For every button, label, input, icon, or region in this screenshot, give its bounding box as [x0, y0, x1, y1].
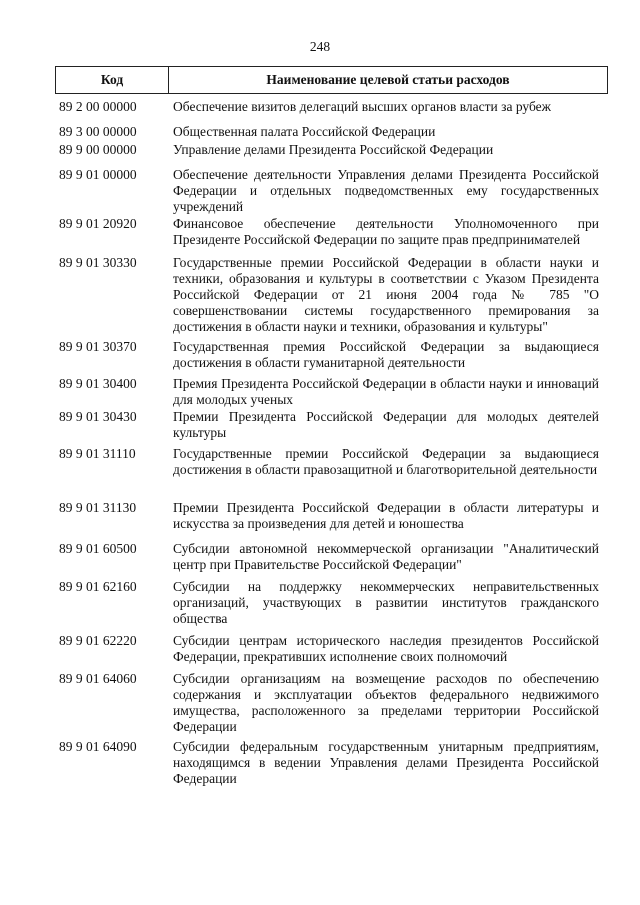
row-name: Премии Президента Российской Федерации в области литературы и искусства за произведения для детей и юношества: [173, 500, 599, 531]
row-name: Обеспечение деятельности Управления делами Президента Российской Федерации и отдельных подведомственных ему государственных учреждений: [173, 167, 599, 214]
row-code: 89 9 00 00000: [59, 142, 137, 157]
row-name: Премии Президента Российской Федерации для молодых деятелей культуры: [173, 409, 599, 440]
row-code: 89 2 00 00000: [59, 99, 137, 114]
row-code: 89 9 01 64060: [59, 671, 137, 686]
page-number: 248: [309, 39, 331, 54]
row-name: Субсидии организациям на возмещение расходов по обеспечению содержания и эксплуатации объектов федерального недвижимого имущества, расположенного за пределами территории Российской Федерации: [173, 671, 599, 734]
row-code: 89 9 01 60500: [59, 541, 137, 556]
row-name: Премия Президента Российской Федерации в области науки и инноваций для молодых ученых: [173, 376, 599, 407]
row-name: Государственная премия Российской Федерации за выдающиеся достижения в области гуманитарной деятельности: [173, 339, 599, 370]
row-code: 89 3 00 00000: [59, 124, 137, 139]
row-name: Субсидии автономной некоммерческой организации "Аналитический центр при Правительстве Российской Федерации": [173, 541, 599, 572]
row-name: Государственные премии Российской Федерации в области науки и техники, образования и культуры в соответствии с Указом Президента Российской Федерации от 21 июня 2004 года № 785 "О совершенствовании системы государственного премирования за достижения в области науки и техники, образования и культуры": [173, 255, 599, 334]
row-code: 89 9 01 00000: [59, 167, 137, 182]
row-code: 89 9 01 30430: [59, 409, 137, 424]
row-code: 89 9 01 30370: [59, 339, 137, 354]
row-code: 89 9 01 64090: [59, 739, 137, 754]
row-name: Субсидии на поддержку некоммерческих неправительственных организаций, участвующих в развитии институтов гражданского общества: [173, 579, 599, 626]
row-name: Общественная палата Российской Федерации: [173, 124, 436, 139]
table-header: [55, 66, 608, 94]
row-code: 89 9 01 31130: [59, 500, 137, 515]
row-code: 89 9 01 62160: [59, 579, 137, 594]
header-code: Код: [56, 67, 169, 93]
row-code: 89 9 01 30400: [59, 376, 137, 391]
row-name: Обеспечение визитов делегаций высших органов власти за рубеж: [173, 99, 551, 114]
row-code: 89 9 01 31110: [59, 446, 136, 461]
row-name: Субсидии центрам исторического наследия президентов Российской Федерации, прекративших исполнение своих полномочий: [173, 633, 599, 664]
row-code: 89 9 01 30330: [59, 255, 137, 270]
row-name: Управление делами Президента Российской Федерации: [173, 142, 494, 157]
row-name: Финансовое обеспечение деятельности Уполномоченного при Президенте Российской Федерации по защите прав предпринимателей: [173, 216, 599, 247]
row-code: 89 9 01 62220: [59, 633, 137, 648]
row-name: Субсидии федеральным государственным унитарным предприятиям, находящимся в ведении Управления делами Президента Российской Федерации: [173, 739, 599, 786]
row-name: Государственные премии Российской Федерации за выдающиеся достижения в области правозащитной и благотворительной деятельности: [173, 446, 599, 477]
header-name: Наименование целевой статьи расходов: [266, 72, 510, 87]
row-code: 89 9 01 20920: [59, 216, 137, 231]
